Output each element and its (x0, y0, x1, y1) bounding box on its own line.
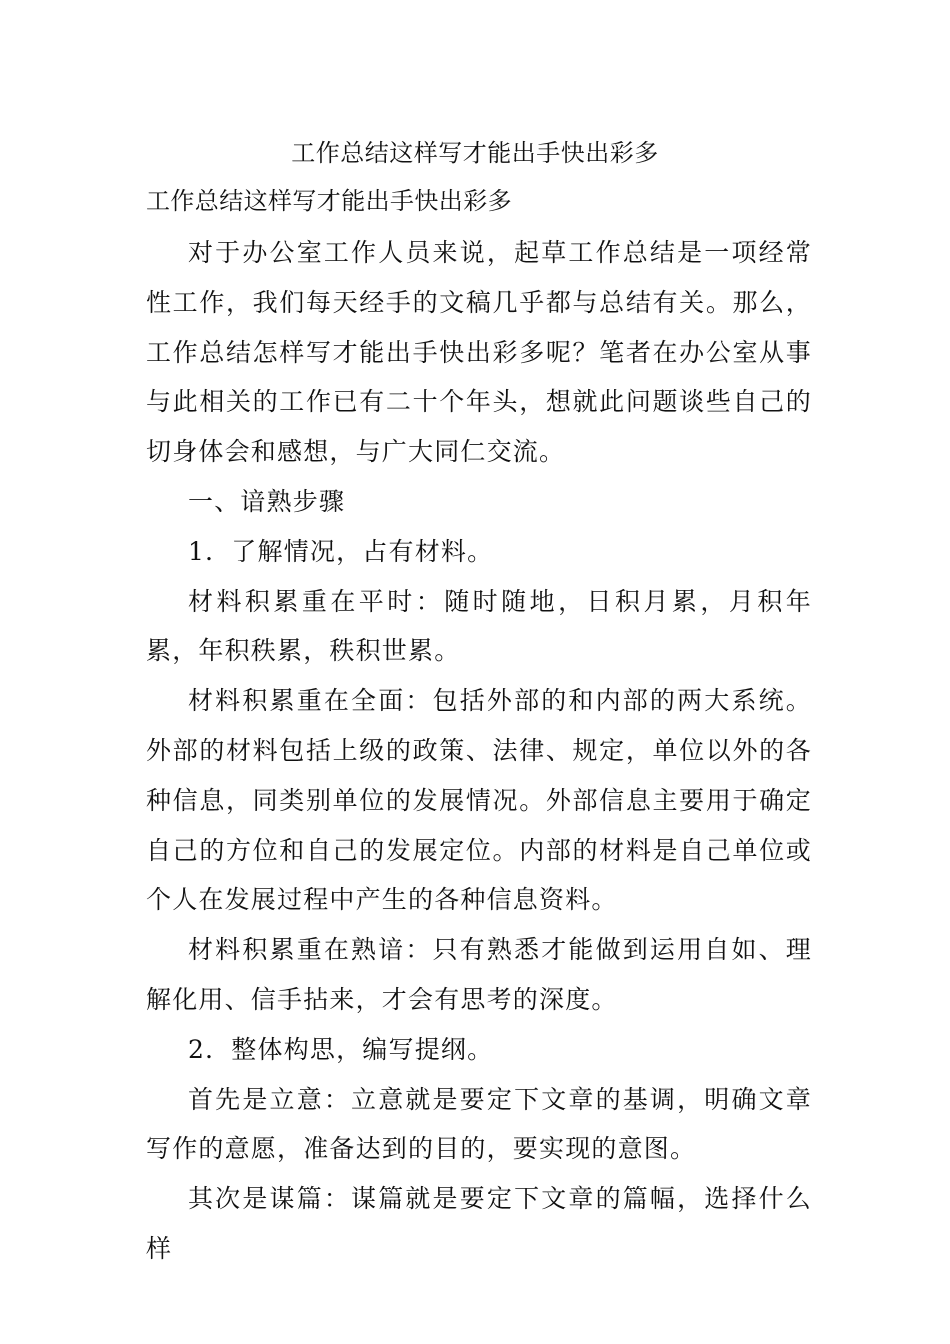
paragraph-structure: 其次是谋篇：谋篇就是要定下文章的篇幅，选择什么样 (146, 1184, 812, 1263)
paragraph-material-familiar: 材料积累重在熟谙：只有熟悉才能做到运用自如、理解化用、信手拈来，才会有思考的深度。 (146, 935, 812, 1014)
section-heading-1: 一、谙熟步骤 (188, 486, 346, 516)
document-title: 工作总结这样写才能出手快出彩多 (291, 139, 659, 167)
paragraph-material-regular: 材料积累重在平时：随时随地，日积月累，月积年累，年积秩累，秩积世累。 (146, 586, 812, 666)
paragraph-material-comprehensive: 材料积累重在全面：包括外部的和内部的两大系统。外部的材料包括上级的政策、法律、规定，单位以外的各种信息，同类别单位的发展情况。外部信息主要用于确定自己的方位和自己的发展定位。内部的材料是自己单位或个人在发展过程中产生的各种信息资料。 (146, 686, 812, 915)
subsection-heading-1: 1．了解情况，占有材料。 (188, 536, 494, 566)
paragraph-intention: 首先是立意：立意就是要定下文章的基调，明确文章写作的意愿，准备达到的目的，要实现的意图。 (146, 1084, 812, 1164)
document-subtitle: 工作总结这样写才能出手快出彩多 (146, 187, 512, 215)
paragraph-intro: 对于办公室工作人员来说，起草工作总结是一项经常性工作，我们每天经手的文稿几乎都与总结有关。那么，工作总结怎样写才能出手快出彩多呢？笔者在办公室从事与此相关的工作已有二十个年头，想就此问题谈些自己的切身体会和感想，与广大同仁交流。 (146, 238, 812, 467)
document-body (146, 178, 812, 1274)
subsection-heading-2: 2．整体构思，编写提纲。 (188, 1034, 494, 1064)
